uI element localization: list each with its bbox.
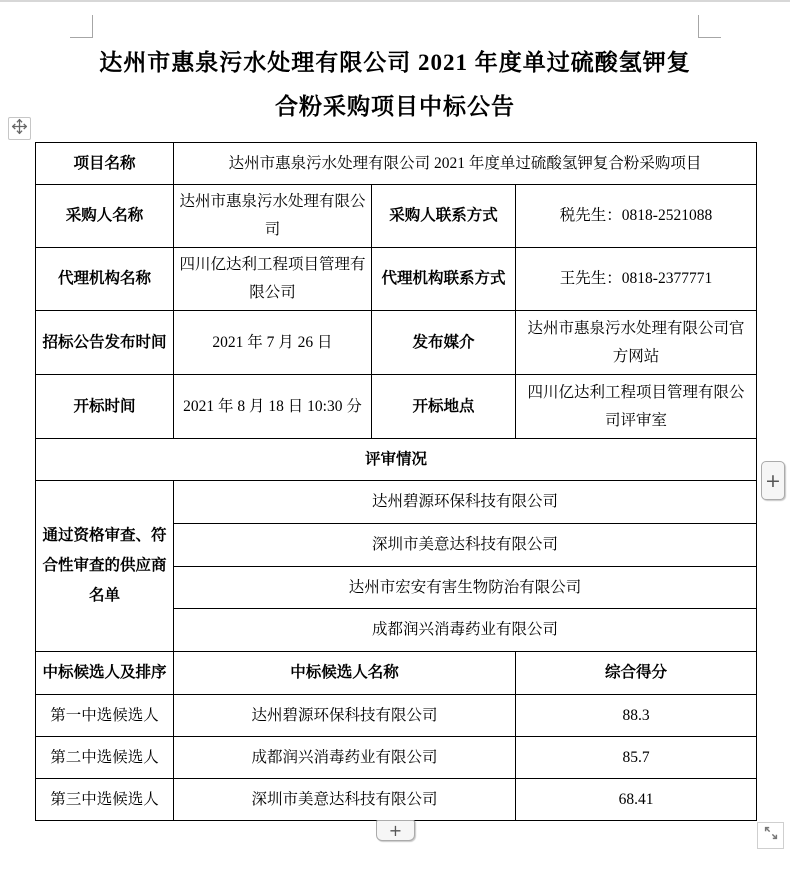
media-value[interactable]: 达州市惠泉污水处理有限公司官方网站 — [516, 311, 757, 375]
table-row — [36, 695, 757, 737]
table-resize-handle[interactable] — [757, 822, 784, 849]
project-name-label[interactable]: 项目名称 — [36, 143, 174, 185]
candidates-score-header[interactable]: 综合得分 — [516, 652, 757, 695]
candidate-name[interactable]: 深圳市美意达科技有限公司 — [174, 779, 516, 821]
supplier-name[interactable]: 达州市宏安有害生物防治有限公司 — [174, 567, 757, 609]
opening-place-label[interactable]: 开标地点 — [372, 375, 516, 439]
announcement-table — [35, 142, 757, 821]
candidate-name[interactable]: 成都润兴消毒药业有限公司 — [174, 737, 516, 779]
plus-icon: + — [388, 821, 403, 840]
purchaser-contact-value[interactable]: 税先生：0818-2521088 — [516, 185, 757, 248]
table-row — [36, 481, 757, 524]
page-title-line2: 合粉采购项目中标公告 — [275, 94, 515, 119]
move-icon — [11, 118, 28, 140]
review-section-title[interactable]: 评审情况 — [36, 439, 757, 481]
project-name-value[interactable]: 达州市惠泉污水处理有限公司 2021 年度单过硫酸氢钾复合粉采购项目 — [174, 143, 757, 185]
table-row — [36, 652, 757, 695]
supplier-name[interactable]: 达州碧源环保科技有限公司 — [174, 481, 757, 524]
candidate-rank[interactable]: 第一中选候选人 — [36, 695, 174, 737]
qualified-suppliers-label[interactable]: 通过资格审查、符合性审查的供应商名单 — [36, 481, 174, 652]
page-margin-mark-left — [92, 15, 93, 38]
purchaser-value[interactable]: 达州市惠泉污水处理有限公司 — [174, 185, 372, 248]
page-margin-mark-right — [698, 15, 699, 38]
opening-time-value[interactable]: 2021 年 8 月 18 日 10:30 分 — [174, 375, 372, 439]
candidates-name-header[interactable]: 中标候选人名称 — [174, 652, 516, 695]
supplier-name[interactable]: 深圳市美意达科技有限公司 — [174, 524, 757, 567]
candidate-name[interactable]: 达州碧源环保科技有限公司 — [174, 695, 516, 737]
window-top-edge — [0, 0, 790, 2]
table-row — [36, 737, 757, 779]
candidate-rank[interactable]: 第二中选候选人 — [36, 737, 174, 779]
purchaser-label[interactable]: 采购人名称 — [36, 185, 174, 248]
table-row — [36, 248, 757, 311]
agency-contact-label[interactable]: 代理机构联系方式 — [372, 248, 516, 311]
announce-time-value[interactable]: 2021 年 7 月 26 日 — [174, 311, 372, 375]
page-title[interactable] — [0, 41, 790, 129]
insert-row-button-bottom[interactable] — [376, 820, 415, 841]
purchaser-contact-label[interactable]: 采购人联系方式 — [372, 185, 516, 248]
table-row — [36, 185, 757, 248]
page-margin-mark-right — [698, 37, 721, 38]
candidates-rank-header[interactable]: 中标候选人及排序 — [36, 652, 174, 695]
page-title-line1: 达州市惠泉污水处理有限公司 2021 年度单过硫酸氢钾复 — [99, 50, 691, 75]
table-row — [36, 143, 757, 185]
media-label[interactable]: 发布媒介 — [372, 311, 516, 375]
table-row — [36, 311, 757, 375]
table-move-handle[interactable] — [8, 117, 31, 140]
supplier-name[interactable]: 成都润兴消毒药业有限公司 — [174, 609, 757, 652]
agency-value[interactable]: 四川亿达利工程项目管理有限公司 — [174, 248, 372, 311]
agency-label[interactable]: 代理机构名称 — [36, 248, 174, 311]
announce-time-label[interactable]: 招标公告发布时间 — [36, 311, 174, 375]
plus-icon: + — [765, 469, 781, 492]
agency-contact-value[interactable]: 王先生：0818-2377771 — [516, 248, 757, 311]
opening-place-value[interactable]: 四川亿达利工程项目管理有限公司评审室 — [516, 375, 757, 439]
candidate-score[interactable]: 88.3 — [516, 695, 757, 737]
page-margin-mark-left — [70, 37, 93, 38]
candidate-score[interactable]: 85.7 — [516, 737, 757, 779]
candidate-rank[interactable]: 第三中选候选人 — [36, 779, 174, 821]
resize-diagonal-icon — [762, 824, 780, 847]
candidate-score[interactable]: 68.41 — [516, 779, 757, 821]
insert-row-button-right[interactable] — [761, 461, 785, 500]
opening-time-label[interactable]: 开标时间 — [36, 375, 174, 439]
table-row — [36, 375, 757, 439]
table-row — [36, 779, 757, 821]
table-row — [36, 439, 757, 481]
